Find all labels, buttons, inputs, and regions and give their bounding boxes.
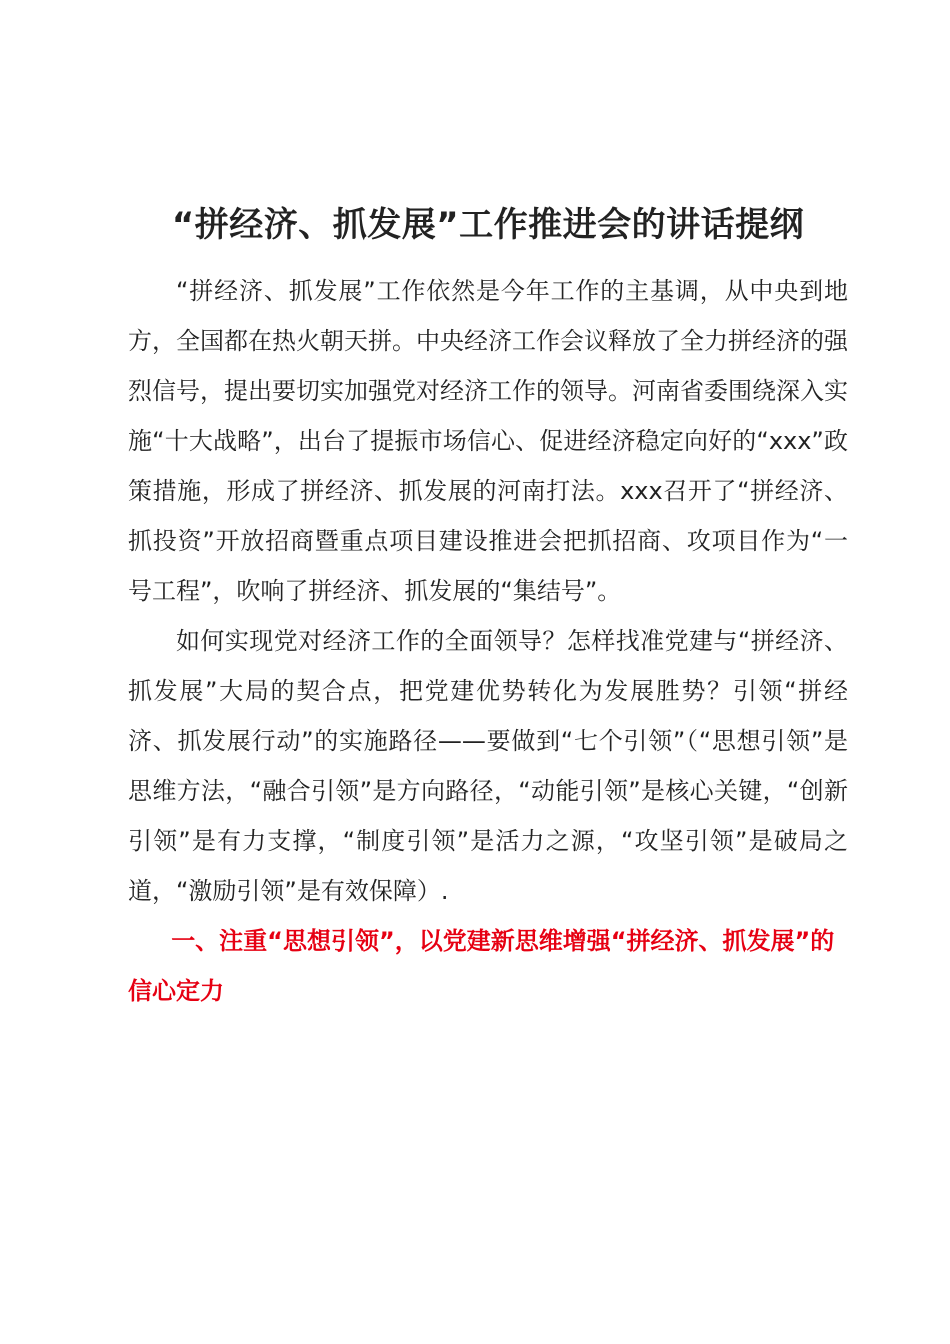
document-title: “拼经济、抓发展”工作推进会的讲话提纲 <box>171 205 805 245</box>
document-page <box>128 198 848 1016</box>
section-heading: 一、注重“思想引领”，以党建新思维增强“拼经济、抓发展”的信心定力 <box>128 927 835 1005</box>
intro-paragraph: “拼经济、抓发展”工作依然是今年工作的主基调，从中央到地方，全国都在热火朝天拼。中央经济工作会议释放了全力拼经济的强烈信号，提出要切实加强党对经济工作的领导。河南省委围绕深入实施“十大战略”，出台了提振市场信心、促进经济稳定向好的“xxx”政策措施，形成了拼经济、抓发展的河南打法。xxx召开了“拼经济、抓投资”开放招商暨重点项目建设推进会把抓招商、攻项目作为“一号工程”，吹响了拼经济、抓发展的“集结号”。 <box>128 277 848 605</box>
question-paragraph: 如何实现党对经济工作的全面领导？怎样找准党建与“拼经济、抓发展”大局的契合点，把党建优势转化为发展胜势？引领“拼经济、抓发展行动”的实施路径——要做到“七个引领”（“思想引领”是思维方法，“融合引领”是方向路径，“动能引领”是核心关键，“创新引领”是有力支撑，“制度引领”是活力之源，“攻坚引领”是破局之道，“激励引领”是有效保障）. <box>128 627 848 905</box>
